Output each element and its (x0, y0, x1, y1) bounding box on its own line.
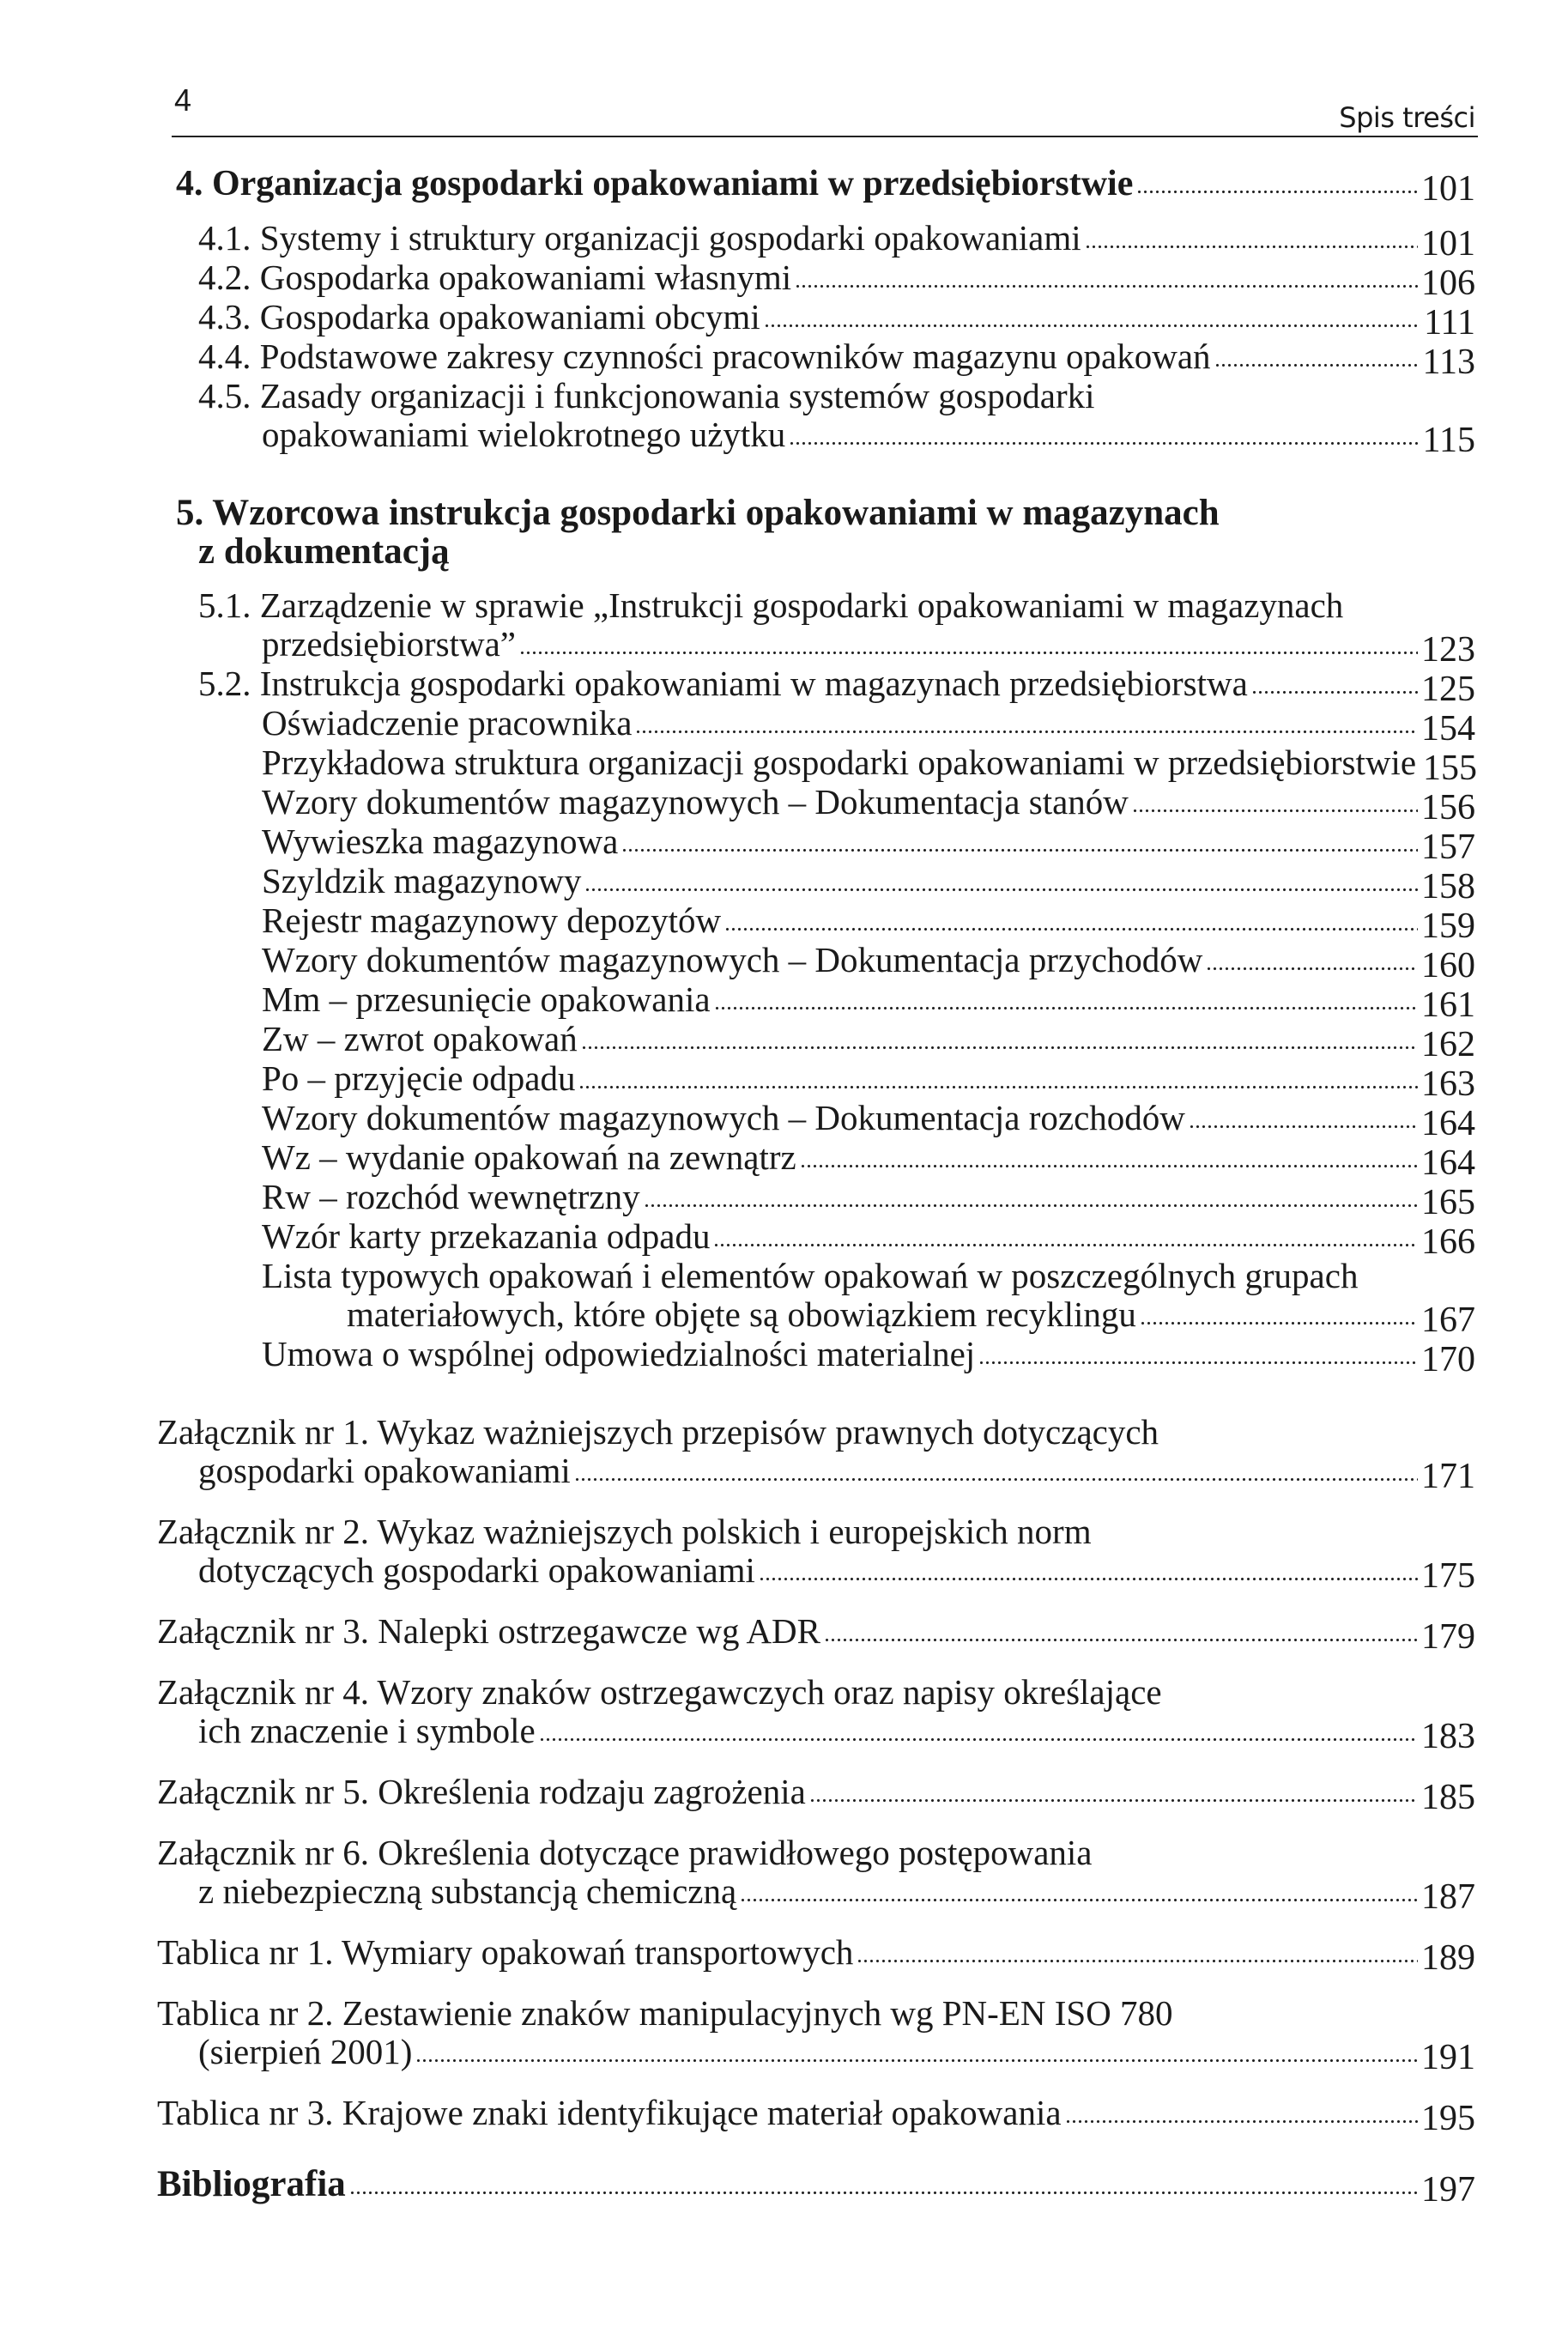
toc-line (198, 1550, 1475, 1596)
toc-entry-title: dotyczących gospodarki opakowaniami (198, 1550, 755, 1590)
toc-page-number: 101 (1421, 169, 1475, 209)
toc-entry-title: (sierpień 2001) (198, 2032, 413, 2071)
toc-line (157, 1994, 1475, 2033)
toc-entry-appendix[interactable] (0, 2093, 1568, 2138)
toc-entry-title: Zw – zwrot opakowań (262, 1019, 578, 1058)
toc-line (262, 1137, 1475, 1183)
dot-leader (644, 1200, 1418, 1209)
toc-entry-sub[interactable] (0, 664, 1568, 709)
toc-line (157, 2164, 1475, 2210)
toc-entry-appendix[interactable] (0, 1932, 1568, 1978)
toc-line (262, 782, 1475, 828)
toc-line (262, 821, 1475, 867)
dot-leader (584, 884, 1418, 893)
dot-leader (978, 1357, 1418, 1366)
toc-line (198, 1711, 1475, 1756)
toc-line (157, 1932, 1475, 1978)
toc-entry-item[interactable] (0, 743, 1568, 788)
toc-line (198, 336, 1475, 382)
toc-entry-title: Tablica nr 2. Zestawienie znaków manipulacyjnych wg PN-EN ISO 780 (157, 1993, 1173, 2033)
toc-entry-title: 4.5. Zasady organizacji i funkcjonowania systemów gospodarki (198, 376, 1095, 415)
toc-page-number: 106 (1421, 264, 1475, 303)
toc-page-number: 170 (1421, 1340, 1475, 1379)
toc-entry-biblio[interactable] (0, 2164, 1568, 2210)
toc-entry-sub[interactable] (0, 336, 1568, 382)
toc-page-number: 155 (1423, 749, 1478, 788)
toc-entry-title: przedsiębiorstwa” (262, 624, 516, 664)
toc-entry-title: opakowaniami wielokrotnego użytku (262, 415, 786, 454)
toc-entry-title: Oświadczenie pracownika (262, 703, 633, 743)
toc-page-number: 191 (1421, 2038, 1475, 2077)
toc-entry-title: Wzory dokumentów magazynowych – Dokumentacja przychodów (262, 940, 1203, 979)
toc-entry-title: Lista typowych opakowań i elementów opakowań w poszczególnych grupach (262, 1256, 1359, 1295)
toc-entry-title: Mm – przesunięcie opakowania (262, 979, 711, 1019)
toc-entry-appendix[interactable] (0, 1512, 1568, 1596)
toc-page-number: 166 (1421, 1222, 1475, 1262)
toc-entry-appendix[interactable] (0, 1833, 1568, 1917)
dot-leader (795, 281, 1418, 289)
toc-entry-title: 4.4. Podstawowe zakresy czynności pracowników magazynu opakowań (198, 336, 1211, 376)
dot-leader (1132, 805, 1418, 814)
toc-entry-title: 4.2. Gospodarka opakowaniami własnymi (198, 258, 792, 297)
toc-entry-title: Wywieszka magazynowa (262, 821, 619, 861)
dot-leader (1085, 241, 1418, 250)
toc-page-number: 195 (1421, 2099, 1475, 2138)
toc-entry-title: 4.1. Systemy i struktury organizacji gospodarki opakowaniami (198, 218, 1081, 258)
toc-line (157, 1834, 1475, 1872)
toc-line (198, 664, 1475, 709)
toc-line (347, 1294, 1475, 1340)
toc-page-number: 161 (1421, 985, 1475, 1025)
table-of-contents (0, 164, 1568, 2210)
toc-page-number: 158 (1421, 867, 1475, 906)
toc-line (157, 1772, 1475, 1817)
toc-entry-item[interactable] (0, 703, 1568, 749)
toc-line (262, 1257, 1475, 1295)
dot-leader (1206, 963, 1418, 972)
toc-page-number: 163 (1421, 1064, 1475, 1104)
toc-page-number: 113 (1422, 343, 1475, 382)
toc-page-number: 159 (1421, 906, 1475, 946)
toc-line (176, 164, 1475, 209)
toc-line (157, 1611, 1475, 1657)
toc-entry-item[interactable] (0, 1137, 1568, 1183)
toc-line (262, 1177, 1475, 1222)
toc-page-number: 197 (1421, 2170, 1475, 2210)
dot-leader (1140, 1318, 1418, 1326)
toc-line (262, 1216, 1475, 1262)
toc-entry-sub[interactable] (0, 258, 1568, 303)
dot-leader (764, 320, 1420, 329)
toc-line (198, 297, 1475, 343)
toc-line (262, 743, 1478, 788)
toc-entry-title: 5.2. Instrukcja gospodarki opakowaniami w magazynach przedsiębiorstwa (198, 664, 1248, 703)
toc-entry-appendix[interactable] (0, 1772, 1568, 1817)
dot-leader (824, 1634, 1418, 1643)
toc-entry-item[interactable] (0, 979, 1568, 1025)
page-number: 4 (174, 82, 192, 118)
toc-page-number: 185 (1421, 1778, 1475, 1817)
toc-page-number: 157 (1421, 828, 1475, 867)
dot-leader (578, 1082, 1418, 1090)
dot-leader (1214, 360, 1420, 368)
toc-entry-title: Załącznik nr 6. Określenia dotyczące prawidłowego postępowania (157, 1833, 1093, 1872)
toc-page-number: 165 (1421, 1183, 1475, 1222)
toc-entry-sub[interactable] (0, 218, 1568, 264)
toc-entry-title: 4. Organizacja gospodarki opakowaniami w przedsiębiorstwie (176, 164, 1134, 203)
toc-entry-appendix[interactable] (0, 1993, 1568, 2077)
toc-page-number: 164 (1421, 1143, 1475, 1183)
dot-leader (539, 1734, 1418, 1743)
toc-entry-title: Po – przyjęcie odpadu (262, 1058, 576, 1098)
toc-entry-chapter[interactable] (0, 494, 1568, 571)
toc-entry-title: 4.3. Gospodarka opakowaniami obcymi (198, 297, 760, 336)
toc-entry-title: Wzór karty przekazania odpadu (262, 1216, 711, 1256)
toc-page-number: 175 (1421, 1556, 1475, 1596)
toc-entry-title: Bibliografia (157, 2164, 346, 2204)
toc-line (198, 1451, 1475, 1496)
dot-leader (857, 1955, 1418, 1964)
toc-line (262, 900, 1475, 946)
dot-leader (1065, 2116, 1418, 2125)
dot-leader (759, 1573, 1418, 1582)
toc-line (198, 218, 1475, 264)
toc-page-number: 179 (1421, 1617, 1475, 1657)
toc-page-number: 115 (1422, 421, 1475, 460)
toc-page-number: 189 (1421, 1938, 1475, 1978)
dot-leader (621, 845, 1418, 853)
toc-page-number: 183 (1421, 1717, 1475, 1756)
toc-page-number: 111 (1424, 303, 1475, 343)
dot-leader (724, 924, 1418, 932)
toc-entry-title: Wzory dokumentów magazynowych – Dokumentacja rozchodów (262, 1098, 1185, 1137)
toc-line (198, 586, 1475, 625)
toc-entry-title: materiałowych, które objęte są obowiązkiem recyklingu (347, 1294, 1136, 1334)
toc-entry-title: z dokumentacją (198, 531, 450, 572)
toc-entry-title: Rw – rozchód wewnętrzny (262, 1177, 640, 1216)
toc-entry-title: Rejestr magazynowy depozytów (262, 900, 722, 940)
toc-line (157, 1673, 1475, 1712)
toc-entry-title: Tablica nr 3. Krajowe znaki identyfikujące materiał opakowania (157, 2093, 1062, 2132)
header-rule (172, 136, 1478, 137)
toc-entry-title: z niebezpieczną substancją chemiczną (198, 1871, 737, 1911)
toc-entry-appendix[interactable] (0, 1611, 1568, 1657)
toc-entry-item[interactable] (0, 1216, 1568, 1262)
toc-entry-chapter[interactable] (0, 164, 1568, 209)
toc-entry-title: 5. Wzorcowa instrukcja gospodarki opakowaniami w magazynach (176, 493, 1220, 533)
toc-entry-sub[interactable] (0, 297, 1568, 343)
toc-entry-title: Umowa o wspólnej odpowiedzialności materialnej (262, 1334, 976, 1373)
toc-line (157, 1513, 1475, 1551)
dot-leader (635, 726, 1418, 735)
toc-page-number: 187 (1421, 1877, 1475, 1917)
toc-entry-item[interactable] (0, 1334, 1568, 1379)
dot-leader (740, 1895, 1418, 1903)
dot-leader (713, 1240, 1418, 1248)
toc-line (198, 2032, 1475, 2077)
toc-entry-title: Tablica nr 1. Wymiary opakowań transportowych (157, 1932, 854, 1972)
toc-entry-item[interactable] (0, 821, 1568, 867)
toc-page-number: 101 (1421, 224, 1475, 264)
toc-page-number: 162 (1421, 1025, 1475, 1064)
toc-line (176, 494, 1475, 532)
toc-entry-title: Załącznik nr 3. Nalepki ostrzegawcze wg ADR (157, 1611, 821, 1651)
toc-entry-title: Załącznik nr 4. Wzory znaków ostrzegawczych oraz napisy określające (157, 1672, 1162, 1712)
toc-entry-title: gospodarki opakowaniami (198, 1451, 571, 1490)
toc-page-number: 125 (1421, 670, 1475, 709)
toc-page-number: 123 (1421, 630, 1475, 670)
toc-line (262, 1058, 1475, 1104)
toc-entry-title: Przykładowa struktura organizacji gospodarki opakowaniami w przedsiębiorstwie (262, 743, 1417, 782)
toc-page-number: 154 (1421, 709, 1475, 749)
dot-leader (1136, 186, 1418, 195)
toc-entry-item[interactable] (0, 1256, 1568, 1340)
toc-line (198, 532, 1475, 571)
toc-entry-item[interactable] (0, 1098, 1568, 1143)
toc-entry-title: Załącznik nr 5. Określenia rodzaju zagrożenia (157, 1772, 806, 1811)
toc-entry-title: Załącznik nr 2. Wykaz ważniejszych polskich i europejskich norm (157, 1512, 1092, 1551)
toc-entry-item[interactable] (0, 861, 1568, 906)
toc-line (262, 1019, 1475, 1064)
toc-entry-item[interactable] (0, 940, 1568, 985)
toc-entry-item[interactable] (0, 1019, 1568, 1064)
toc-entry-title: Wzory dokumentów magazynowych – Dokumentacja stanów (262, 782, 1129, 821)
toc-line (262, 940, 1475, 985)
toc-line (262, 415, 1475, 460)
toc-entry-item[interactable] (0, 900, 1568, 946)
dot-leader (1251, 687, 1418, 695)
toc-entry-title: Wz – wydanie opakowań na zewnątrz (262, 1137, 796, 1177)
toc-page-number: 160 (1421, 946, 1475, 985)
toc-entry-title: Załącznik nr 1. Wykaz ważniejszych przepisów prawnych dotyczących (157, 1412, 1159, 1452)
toc-line (262, 1334, 1475, 1379)
toc-line (198, 258, 1475, 303)
toc-entry-title: Szyldzik magazynowy (262, 861, 582, 900)
toc-entry-item[interactable] (0, 1177, 1568, 1222)
dot-leader (349, 2187, 1418, 2196)
toc-line (157, 2093, 1475, 2138)
toc-line (198, 1871, 1475, 1917)
dot-leader (800, 1161, 1418, 1169)
toc-line (157, 1413, 1475, 1452)
toc-line (262, 1098, 1475, 1143)
dot-leader (1189, 1121, 1418, 1130)
toc-entry-sub[interactable] (0, 376, 1568, 460)
toc-page-number: 164 (1421, 1104, 1475, 1143)
toc-line (262, 703, 1475, 749)
toc-entry-title: 5.1. Zarządzenie w sprawie „Instrukcji gospodarki opakowaniami w magazynach (198, 585, 1344, 625)
dot-leader (809, 1795, 1418, 1804)
toc-entry-item[interactable] (0, 782, 1568, 828)
toc-entry-title: ich znaczenie i symbole (198, 1711, 536, 1750)
toc-page-number: 156 (1421, 788, 1475, 828)
toc-line (198, 377, 1475, 415)
toc-page-number: 167 (1421, 1300, 1475, 1340)
toc-page-number: 171 (1421, 1457, 1475, 1496)
dot-leader (415, 2055, 1418, 2064)
dot-leader (714, 1003, 1418, 1011)
dot-leader (581, 1042, 1418, 1051)
running-title: Spis treści (1339, 101, 1475, 134)
toc-entry-appendix[interactable] (0, 1412, 1568, 1496)
toc-entry-item[interactable] (0, 1058, 1568, 1104)
toc-line (262, 861, 1475, 906)
toc-line (262, 624, 1475, 670)
dot-leader (519, 647, 1418, 656)
dot-leader (574, 1474, 1418, 1482)
toc-entry-sub[interactable] (0, 585, 1568, 670)
toc-entry-appendix[interactable] (0, 1672, 1568, 1756)
dot-leader (789, 438, 1419, 446)
toc-line (262, 979, 1475, 1025)
